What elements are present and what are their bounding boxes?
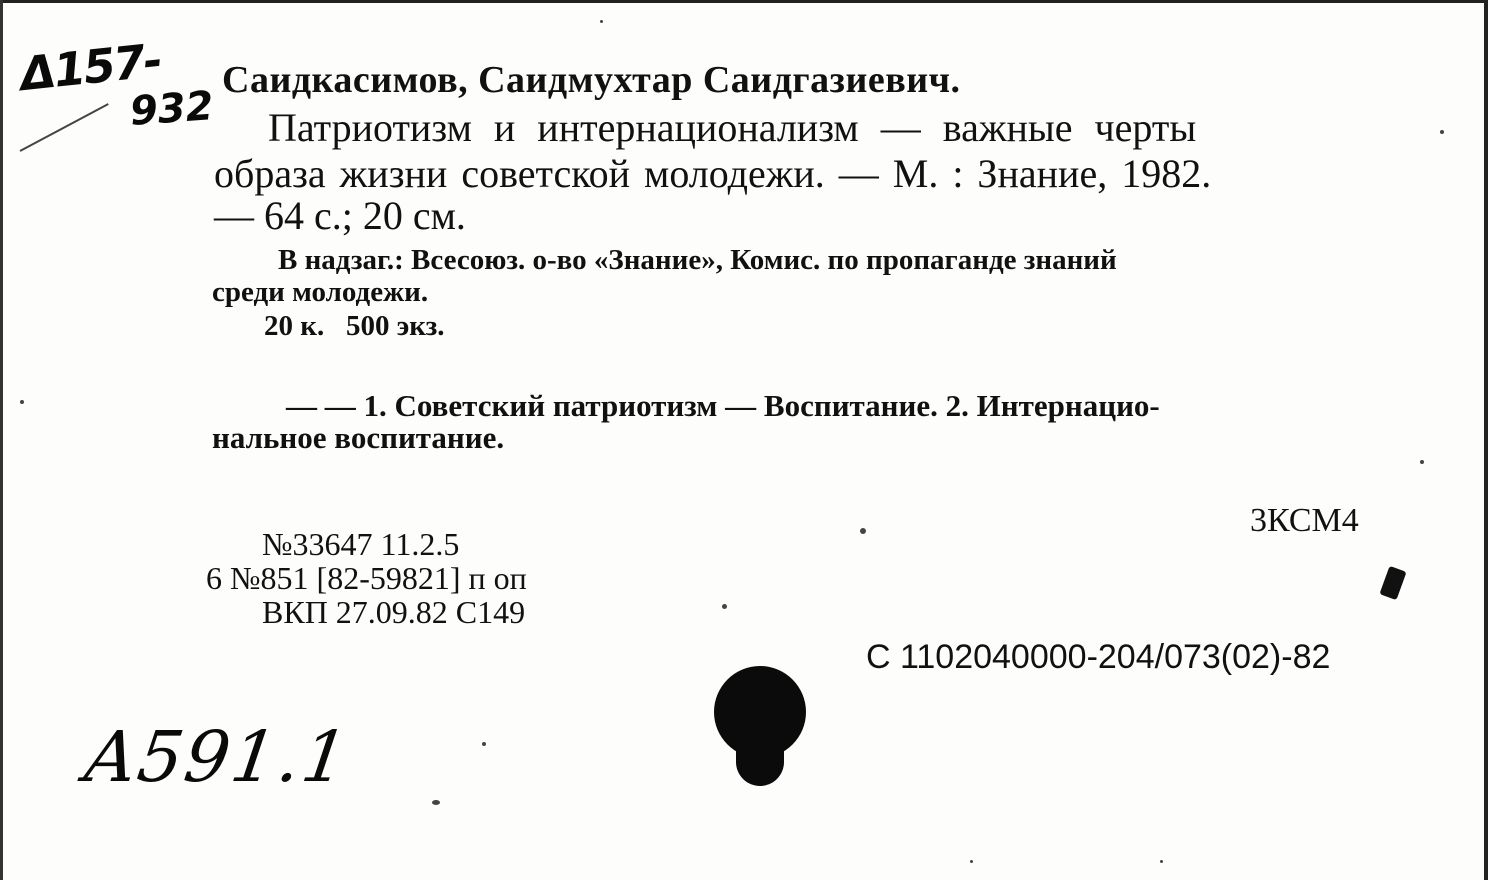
title-line-1: Патриотизм и интернационализм — важные черты <box>268 105 1197 150</box>
speck <box>860 528 866 534</box>
speck <box>722 604 727 609</box>
speck <box>432 800 440 805</box>
speck <box>1160 860 1163 863</box>
speck <box>1420 460 1424 464</box>
subjects-line-1: — — 1. Советский патриотизм — Воспитание. 2. Интернацио- <box>286 388 1160 423</box>
record-line-3: ВКП 27.09.82 С149 <box>262 594 526 630</box>
speck <box>1440 130 1444 134</box>
price-and-print-run: 20 к. 500 экз. <box>264 310 445 342</box>
title-line-2: образа жизни советской молодежи. — М. : Знание, 1982. <box>214 151 1212 196</box>
punch-hole-stem <box>736 748 784 786</box>
speck <box>482 742 486 746</box>
speck <box>20 400 24 404</box>
speck <box>600 20 603 23</box>
accession-number-handwritten: A591.1 <box>80 716 355 798</box>
card-top-edge <box>0 0 1488 3</box>
shelf-mark-top: Δ157- <box>17 32 164 102</box>
author-heading: Саидкасимов, Саидмухтар Саидгазиевич. <box>222 59 961 101</box>
catalog-code: С 1102040000-204/073(02)-82 <box>866 638 1331 676</box>
note-line-1: В надзаг.: Всесоюз. о-во «Знание», Комис. по пропаганде знаний <box>278 244 1117 276</box>
punch-hole <box>714 666 806 758</box>
shelf-mark-bottom: 932 <box>128 83 216 135</box>
record-line-1: №33647 11.2.5 <box>262 526 460 562</box>
subjects-line-2: нальное воспитание. <box>212 420 505 455</box>
record-line-2: 6 №851 [82-59821] п оп <box>206 560 527 596</box>
card-right-edge <box>1484 0 1488 880</box>
note-line-2: среди молодежи. <box>212 276 429 308</box>
card-left-edge <box>0 0 3 880</box>
title-line-3: — 64 с.; 20 см. <box>214 193 466 238</box>
speck <box>970 860 973 863</box>
classification-code: 3КСМ4 <box>1250 502 1359 539</box>
ink-mark <box>1379 566 1406 600</box>
handwritten-stroke <box>20 103 109 152</box>
